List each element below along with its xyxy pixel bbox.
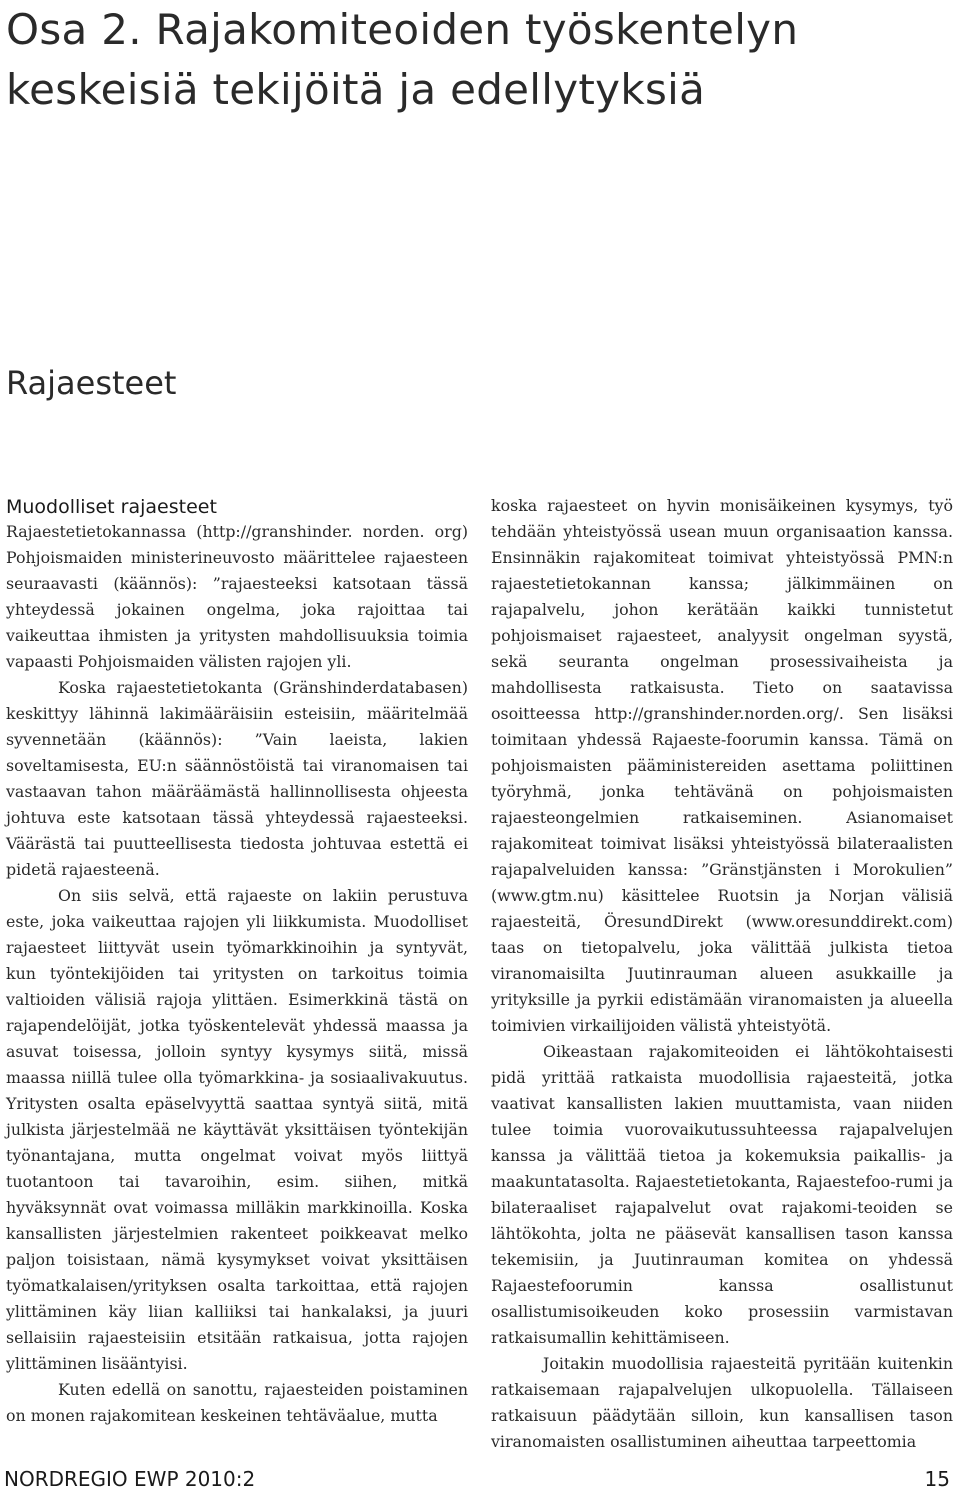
- paragraph: Oikeastaan rajakomiteoiden ei lähtökohtaisesti pidä yrittää ratkaista muodollisia rajaesteitä, jotka vaativat kansallisten lakien muuttamista, vaan niiden tulee toimia vuorovaikutussuhteessa rajapalvelujen kanssa ja välittää tietoa ja kokemuksia paikallis- ja maakuntatasolta. Rajaestetietokanta, Rajaestefoo-rumi ja bilateraaliset rajapalvelut ovat rajakomi-teoiden se lähtökohta, jolta ne pääsevät kansallisen tason kanssa tekemisiin, ja Juutinrauman komitea on yhdessä Rajaestefoorumin kanssa osallistunut osallistumisoikeuden koko prosessiin varmistavan ratkaisumallin kehittämiseen.: [491, 1042, 953, 1347]
- publication-footer: NORDREGIO EWP 2010:2: [4, 1467, 256, 1491]
- page-title: Osa 2. Rajakomiteoiden työskentelyn keskeisiä tekijöitä ja edellytyksiä: [6, 5, 799, 114]
- paragraph: Koska rajaestetietokanta (Gränshinderdatabasen) keskittyy lähinnä lakimääräisiin esteisiin, määritelmää syvennetään (käännös): ”Vain laeista, lakien soveltamisesta, EU:n säännöstöistä tai viranomaisen tai vastaavan tahon määräämästä hallinnollisesta ohjeesta johtuva este katsotaan tässä yhteydessä rajaesteeksi. Väärästä tai puutteellisesta tiedosta johtuvaa estettä ei pidetä rajaesteenä.: [6, 678, 468, 879]
- paragraph: On siis selvä, että rajaeste on lakiin perustuva este, joka vaikeuttaa rajojen yli liikkumista. Muodolliset rajaesteet liittyvät usein työmarkkinoihin ja syntyvät, kun työntekijöiden tai yritysten on tarkoitus toimia valtioiden välisiä rajoja ylittäen. Esimerkkinä tästä on rajapendelöijät, jotka työskentelevät yhdessä maassa ja asuvat toisessa, jolloin syntyy kysymys siitä, missä maassa niillä tulee olla työmarkkina- ja sosiaalivakuutus. Yritysten osalta epäselvyyttä saattaa syntyä siitä, mitä julkista järjestelmää ne käyttävät yksittäisen työntekijän työnantajana, mutta ongelmat voivat myös liittyä tuotantoon tai tavaroihin, esim. siihen, mitkä hyväksynnät ovat voimassa milläkin markkinoilla. Koska kansallisten järjestelmien rakenteet poikkeavat melko paljon toisistaan, nämä kysymykset voivat yksittäisen työmatkalaisen/yrityksen osalta tarkoittaa, että rajojen ylittäminen käy liian kalliiksi tai hankalaksi, ja juuri sellaisiin rajaesteisiin etsitään ratkaisua, jotta rajojen ylittäminen lisääntyisi.: [6, 886, 468, 1373]
- page-number: 15: [924, 1467, 950, 1491]
- left-column: [6, 519, 468, 1429]
- paragraph: Joitakin muodollisia rajaesteitä pyritään kuitenkin ratkaisemaan rajapalvelujen ulkopuolella. Tällaiseen ratkaisuun päädytään silloin, kun kansallisen tason viranomaisten osallistuminen aiheuttaa tarpeettomia: [491, 1354, 953, 1451]
- paragraph: Kuten edellä on sanottu, rajaesteiden poistaminen on monen rajakomitean keskeinen tehtäväalue, mutta: [6, 1380, 468, 1425]
- paragraph: koska rajaesteet on hyvin monisäikeinen kysymys, työ tehdään yhteistyössä usean muun organisaation kanssa. Ensinnäkin rajakomiteat toimivat yhteistyössä PMN:n rajaestetietokannan kanssa; jälkimmäinen on rajapalvelu, johon kerätään kaikki tunnistetut pohjoismaiset rajaesteet, analyysit ongelman syystä, sekä seuranta ongelman prosessivaiheista ja mahdollisesta ratkaisusta. Tieto on saatavissa osoitteessa http://granshinder.norden.org/. Sen lisäksi toimitaan yhdessä Rajaeste-foorumin kanssa. Tämä on pohjoismaisten pääministereiden asettama poliittinen työryhmä, jonka tehtävänä on pohjoismaisten rajaesteongelmien ratkaiseminen. Asianomaiset rajakomiteat toimivat lisäksi yhteistyössä bilateraalisten rajapalveluiden kanssa: ”Gränstjänsten i Morokulien” (www.gtm.nu) käsittelee Ruotsin ja Norjan välisiä rajaesteitä, ÖresundDirekt (www.oresunddirekt.com) taas on tietopalvelu, joka välittää julkista tietoa viranomaisilta Juutinrauman alueen asukkaille ja yrityksille ja pyrkii edistämään viranomaisten ja alueella toimivien virkailijoiden välistä yhteistyötä.: [491, 496, 953, 1035]
- paragraph: Rajaestetietokannassa (http://granshinder. norden. org) Pohjoismaiden ministerineuvosto määrittelee rajaesteen seuraavasti (käännös): ”rajaesteeksi katsotaan tässä yhteydessä jokainen ongelma, joka rajoittaa tai vaikeuttaa ihmisten ja yritysten mahdollisuuksia toimia vapaasti Pohjoismaiden välisten rajojen yli.: [6, 522, 468, 671]
- section-heading: Rajaesteet: [6, 364, 177, 402]
- right-column: [491, 493, 953, 1455]
- subsection-heading: Muodolliset rajaesteet: [6, 496, 217, 518]
